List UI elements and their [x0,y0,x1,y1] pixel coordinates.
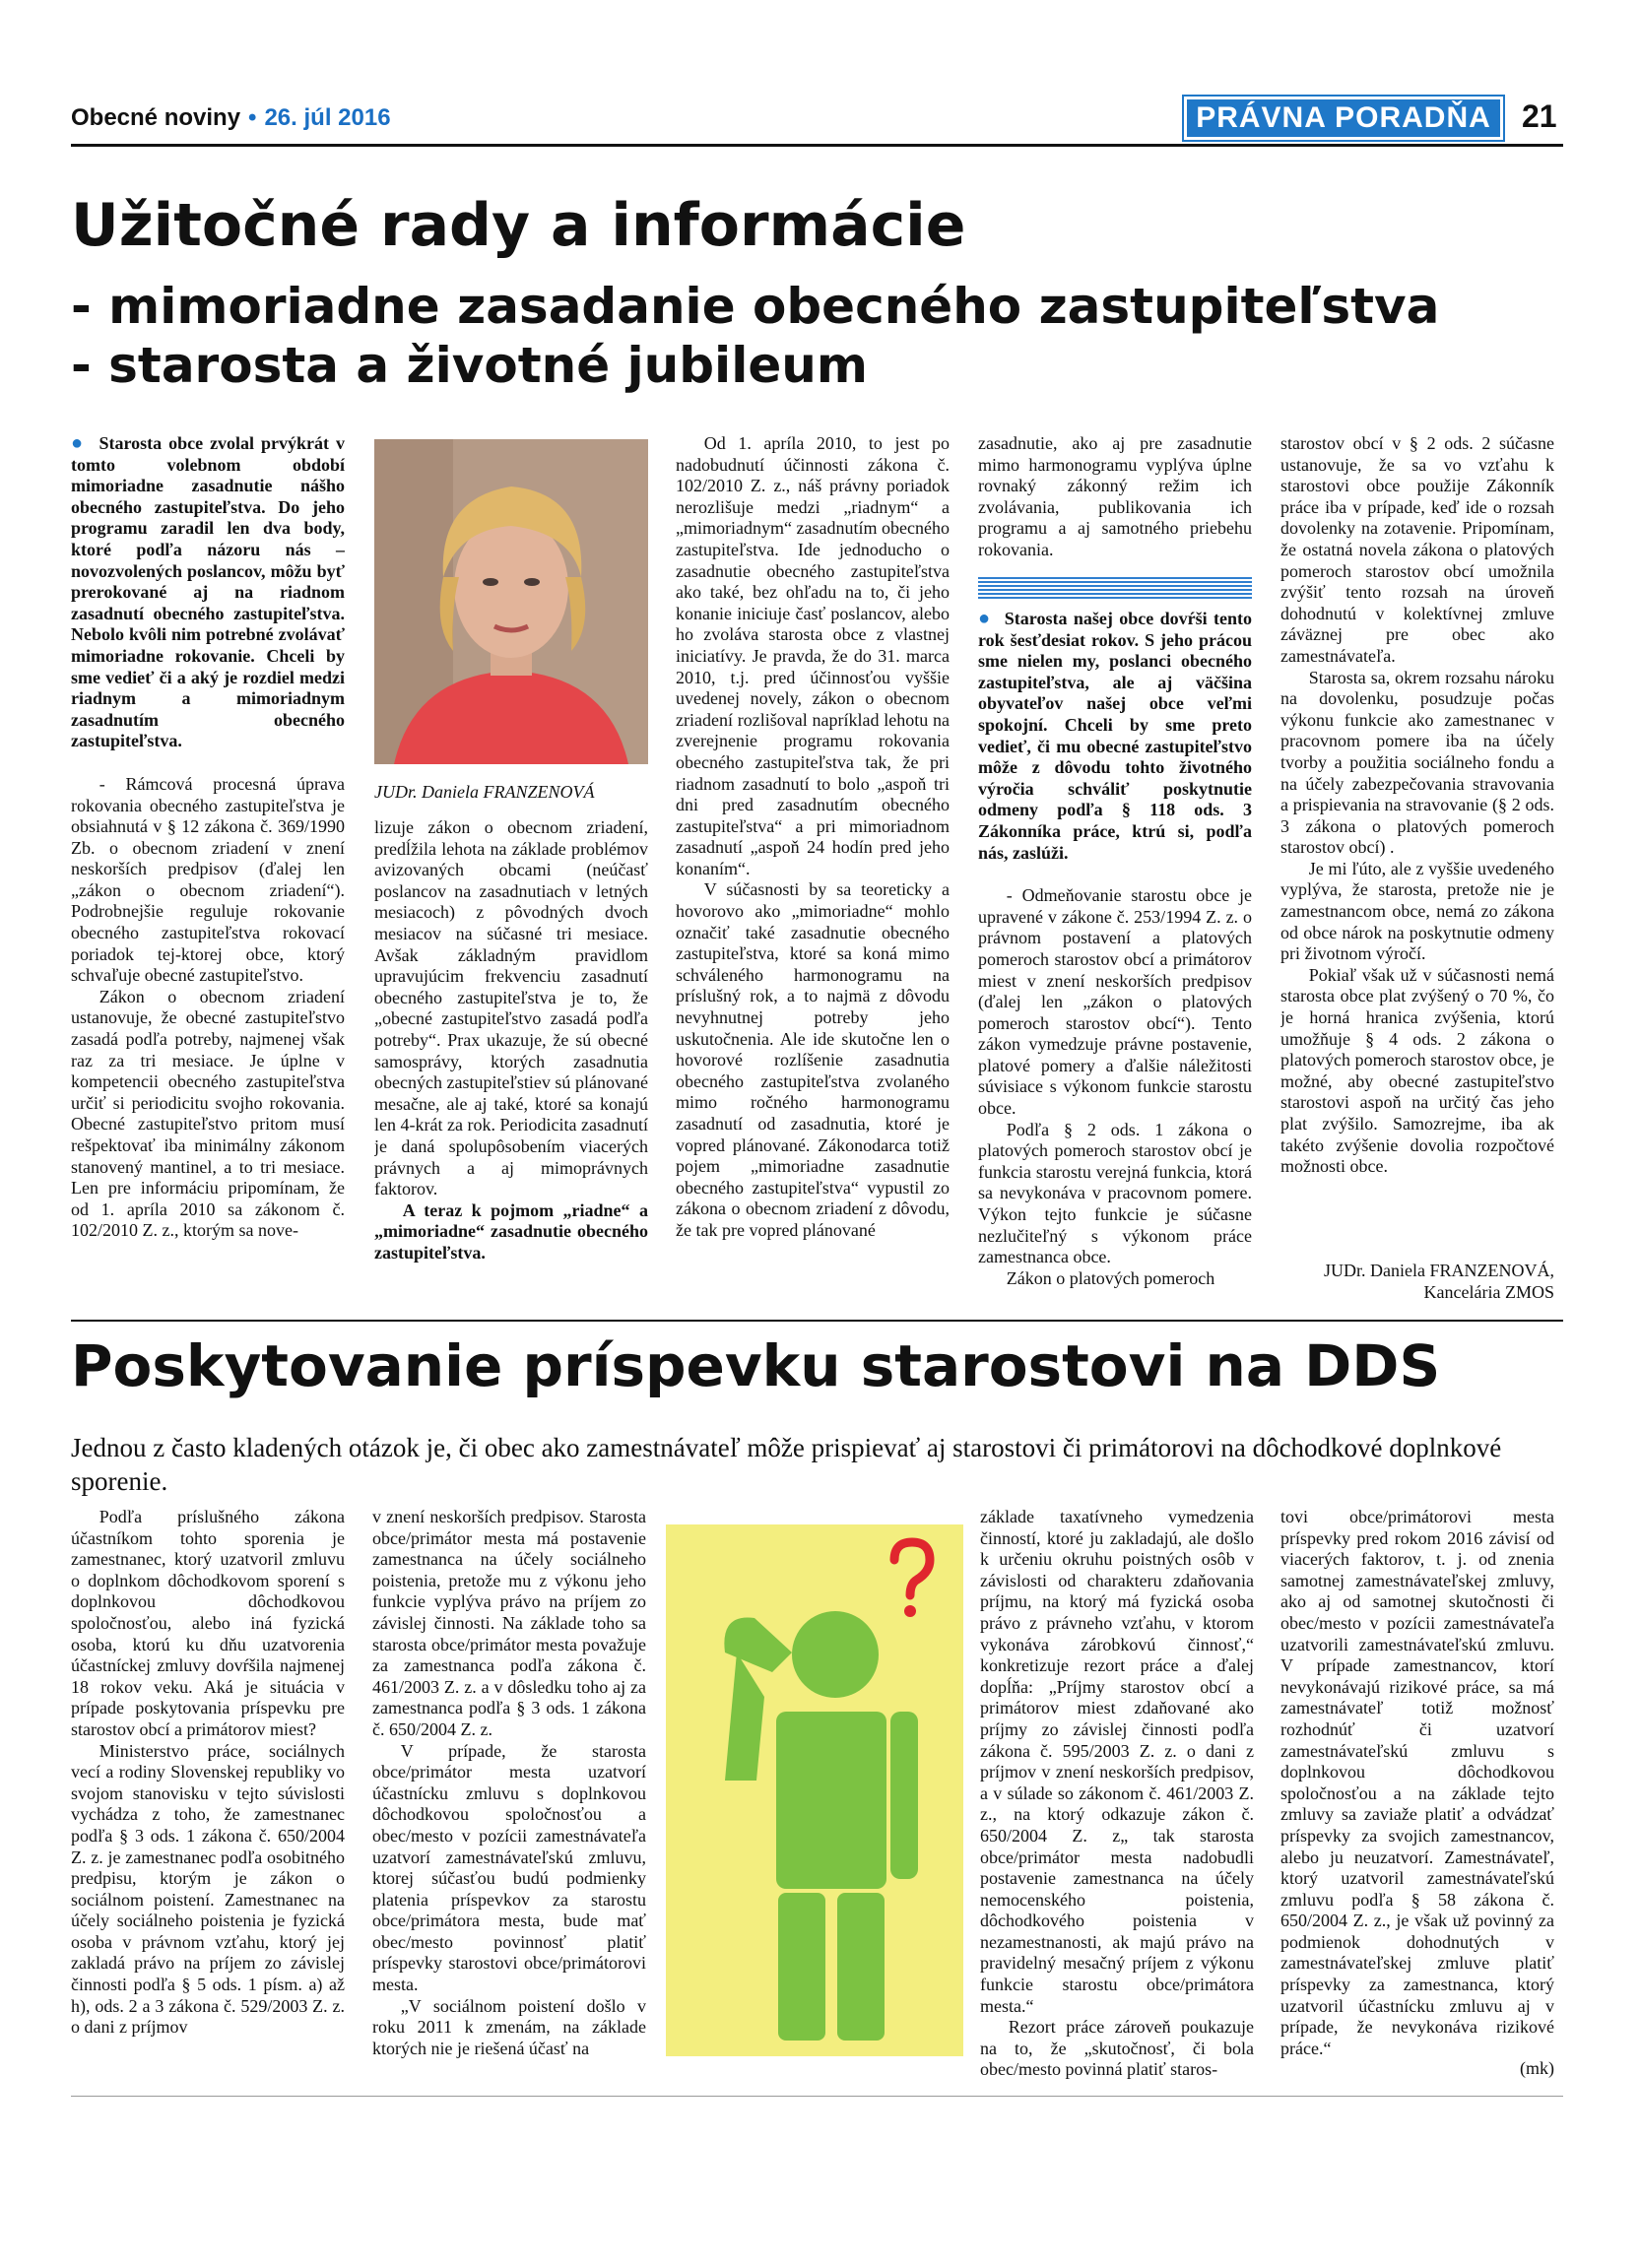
paragraph: starostov obcí v § 2 ods. 2 súčasne ustanovuje, že sa vo vzťahu k starostovi obce použije Zákonník práce iba v prípade, keď ide o rozsah dovolenky na zotavenie. Pripomínam, že ostatná novela zákona o platových pomeroch starostov obcí umožnila zvýšiť tento rozsah na úroveň dohodnutú v kolektívnej zmluve záväznej pre obec ako zamestnávateľa. [1280,433,1554,666]
page-number: 21 [1522,98,1557,134]
article2-column-3 [980,1507,1254,2088]
signature-name: JUDr. Daniela FRANZENOVÁ, [1324,1261,1554,1280]
paragraph: Rezort práce zároveň poukazuje na to, že „skutočnosť, či bola obec/mesto povinná platiť staros- [980,2017,1254,2080]
article1-column-2 [374,817,648,1300]
running-header [71,104,391,132]
paragraph: - Rámcová procesná úprava rokovania obecného zastupiteľstva je obsiahnutá v § 12 zákona č. 369/1990 Zb. o obecnom zriadení v znení neskorších predpisov (ďalej len „zákon o obecnom zriadení“). Podrobnejšie reguluje rokovanie obecného zastupiteľstva rokovací poriadok tej-ktorej obce, ktorý schvaľuje obecné zastupiteľstvo. [71,773,345,986]
paragraph: v znení neskorších predpisov. Starosta obce/primátor mesta má postavenie zamestnanca na účely sociálneho poistenia, pretože mu z výkonu jeho funkcie vyplýva právo na príjem zo závislej činnosti. Na základe toho sa starosta obce/primátor mesta považuje za zamestnanca podľa zákona č. 461/2003 Z. z. a v dôsledku toho aj za zamestnanca podľa § 3 ods. 1 zákona č. 650/2004 Z. z. [372,1507,646,1739]
thinking-illustration [666,1524,963,2056]
header-rule [71,144,1563,147]
author-photo [374,439,648,764]
paragraph: zasadnutie, ako aj pre zasadnutie mimo harmonogramu vyplýva úplne rovnaký zákonný režim ich zvolávania, publikovania ich programu a aj samotného priebehu rokovania. [978,433,1252,559]
subheading: A teraz k pojmom „riadne“ a „mimoriadne“ zasadnutie obecného zastupiteľstva. [374,1199,648,1263]
question-2: ● Starosta našej obce dovŕši tento rok šesťdesiat rokov. S jeho prácou sme nielen my, poslanci obecného zastupiteľstva, ale aj väčšina obyvateľov našej obce veľmi spokojní. Chceli by sme preto vedieť, či mu obecné zastupiteľstvo môže z dôvodu tohto životného výročia schváliť poskytnutie odmeny podľa § 118 ods. 3 Zákonníka práce, ktrú si, podľa nás, zaslúži. [978,609,1252,863]
paragraph: Podľa § 2 ods. 1 zákona o platových pomeroch starostov obcí je funkcia starostu verejná funkcia, ktorá sa nevykonáva v pracovnom pomere. Výkon tejto funkcie je súčasne nezlučiteľný s výkonom práce zamestnanca obce. [978,1119,1252,1267]
article1-subtitle-1: - mimoriadne zasadanie obecného zastupiteľstva [71,278,1440,335]
header-separator: • [248,104,257,131]
article1-column-3 [676,433,950,1300]
paragraph: Ministerstvo práce, sociálnych vecí a rodiny Slovenskej republiky vo svojom stanovisku v tejto súvislosti vychádza z toho, že zamestnanec podľa § 3 ods. 1 zákona č. 650/2004 Z. z. je zamestnanec podľa osobitného predpisu, ktorým je zákon o sociálnom poistení. Zamestnanec na účely sociálneho poistenia je fyzická osoba v právnom vzťahu, ktorý jej zakladá právo na príjem zo závislej činnosti podľa § 5 ods. 1 písm. a) až h), ods. 2 a 3 zákona č. 529/2003 Z. z. o dani z príjmov [71,1740,345,2038]
paragraph: Podľa príslušného zákona účastníkom tohto sporenia je zamestnanec, ktorý uzatvoril zmluvu o doplnkom dôchodkovom sporení s doplnkovou dôchodkovou spoločnosťou, alebo iná fyzická osoba, ktorú ku dňu uzatvorenia účastníckej zmluvy dovŕšila najmenej 18 rokov veku. Aká je situácia v prípade poskytovania príspevku pre starostov obcí a primátorov miest? [71,1507,345,1739]
divider-stripes [978,577,1252,599]
article-divider [71,1320,1563,1322]
bullet-icon: ● [71,433,86,454]
article2-column-2 [372,1507,646,2088]
bottom-rule [71,2096,1563,2097]
paragraph: Zákon o platových pomeroch [1006,1267,1215,1288]
issue-date: 26. júl 2016 [264,104,391,131]
paragraph: V prípade, že starosta obce/primátor mesta uzatvorí účastnícku zmluvu s doplnkovou dôchodkovou spoločnosťou a obec/mesto v pozícii zamestnávateľa uzatvorí zamestnávateľskú zmluvu, ktorej súčasťou budú podmienky platenia príspevkov za starostu obce/primátora mesta, bude mať obec/mesto povinnosť platiť príspevky starostovi obce/primátorovi mesta. [372,1740,646,1995]
author-signature [1241,1261,1554,1303]
bullet-icon: ● [978,609,992,629]
article1-column-4b [978,609,1252,1298]
article2-lead: Jednou z často kladených otázok je, či obec ako zamestnávateľ môže prispievať aj starostovi či primátorovi na dôchodkové doplnkové sporenie. [71,1433,1502,1496]
article1-subtitle-2: - starosta a životné jubileum [71,337,868,394]
paragraph: Od 1. apríla 2010, to jest po nadobudnutí účinnosti zákona č. 102/2010 Z. z., náš právny poriadok nerozlišuje medzi „riadnym“ a „mimoriadnym“ zasadnutím obecného zastupiteľstva. Ide jednoducho o zasadnutie obecného zastupiteľstva ako také, bez ohľadu na to, či jeho konanie iniciuje časť poslancov, alebo ho zvoláva starosta obce z vlastnej iniciatívy. Je pravda, že do 31. marca 2010, t.j. pred účinnosťou vyššie uvedenej novely, zákon o obecnom zriadení rozlišoval napríklad lehotu na zverejnenie programu rokovania obecného zastupiteľstva tak, že pri riadnom zasadnutí to bolo „aspoň tri dni pred zasadnutím obecného zastupiteľstva“ a pri mimoriadnom zasadnutí „aspoň 24 hodín pred jeho konaním“. [676,433,950,878]
article2-signature: (mk) [1520,2058,1554,2078]
article2-title: Poskytovanie príspevku starostovi na DDS [71,1332,1441,1399]
signature-org: Kancelária ZMOS [1423,1281,1554,1302]
paragraph: Zákon o obecnom zriadení ustanovuje, že obecné zastupiteľstvo zasadá podľa potreby, najmenej však raz za tri mesiace. Je úplne v kompetencii obecného zastupiteľstva určiť si periodicitu svojho rokovania. Obecné zastupiteľstvo pritom musí rešpektovať iba minimálny zákonom stanovený mantinel, a to tri mesiace. Len pre informáciu pripomínam, že od 1. apríla 2010 sa zákonom č. 102/2010 Z. z., ktorým sa nove- [71,986,345,1241]
article2-column-4 [1280,1507,1554,2058]
question-1: ● Starosta obce zvolal prvýkrát v tomto volebnom období mimoriadne zasadnutie nášho obecného zastupiteľstva. Do jeho programu zaradil len dva body, ktoré podľa názoru nás – novozvolených poslancov, môžu byť prerokované aj na riadnom zasadnutí obecného zastupiteľstva. Nebolo kvôli nim potrebné zvolávať mimoriadne rokovanie. Chceli by sme vedieť či a aký je rozdiel medzi riadnym a mimoriadnym zasadnutím obecného zastupiteľstva. [71,433,345,751]
thinking-person-icon [666,1524,963,2056]
paragraph: Je mi ľúto, ale z vyššie uvedeného vyplýva, že starosta, pretože nie je zamestnancom obce, nemá zo zákona od obce nárok na poskytnutie odmeny pri životnom výročí. [1280,858,1554,964]
author-portrait-icon [374,439,648,764]
paragraph: - Odmeňovanie starostu obce je upravené v zákone č. 253/1994 Z. z. o právnom postavení a platových pomeroch starostov obcí a primátorov miest v znení neskorších predpisov (ďalej len „zákon o platových pomeroch starostov obcí“). Tento zákon vymedzuje právne postavenie, platové pomery a ďalšie náležitosti súvisiace s výkonom funkcie starostu obce. [978,885,1252,1119]
paragraph: Starosta sa, okrem rozsahu nároku na dovolenku, posudzuje počas výkonu funkcie ako zamestnanec v pracovnom pomere iba na účely tvorby a použitia sociálneho fondu a na účely zabezpečovania stravovania a prispievania na stravovanie (§ 2 ods. 3 zákona o platových pomeroch starostov obcí) . [1280,667,1554,858]
newspaper-name: Obecné noviny [71,104,241,131]
paragraph: základe taxatívneho vymedzenia činností, ktoré ju zakladajú, ale došlo k určeniu okruhu poistných osôb v závislosti od charakteru zdaňovania príjmu, na ktorý má fyzická osoba právo z právneho vzťahu, v ktorom vykonáva zárobkovú činnosť,“ konkretizuje rezort práce a ďalej dopĺňa: „Príjmy starostov obcí a primátorov miest zdaňované ako príjmy zo závislej činnosti podľa zákona č. 595/2003 Z. z. o dani z príjmov v znení neskorších predpisov, a v súlade so zákonom č. 461/2003 Z. z., na ktorý odkazuje zákon č. 650/2004 Z. z„ tak starosta obce/primátor mesta nadobudli postavenie zamestnanca na účely nemocenského poistenia, dôchodkového poistenia v nezamestnanosti, ak majú právo na pravidelný mesačný príjem z výkonu funkcie starostu obce/primátora mesta.“ [980,1507,1254,2016]
photo-caption: JUDr. Daniela FRANZENOVÁ [374,782,595,802]
paragraph: „V sociálnom poistení došlo v roku 2011 k zmenám, na základe ktorých nie je riešená účasť na [372,1995,646,2058]
paragraph: Pokiaľ však už v súčasnosti nemá starosta obce plat zvýšený o 70 %, čo je horná hranica zvýšenia, ktorú umožňuje § 4 ods. 2 zákona o platových pomeroch starostov obce, je možné, aby obecné zastupiteľstvo starostovi aspoň na určitý čas jeho plat zvýšilo. Samozrejme, iba ak takéto zvýšenie dovolia rozpočtové možnosti obce. [1280,964,1554,1177]
article1-column-5 [1280,433,1554,1241]
article1-column-1 [71,433,345,1300]
paragraph: lizuje zákon o obecnom zriadení, predĺžila lehota na základe problémov avizovaných obcami (neúčasť poslancov na zasadnutiach v letných mesiacoch) z pôvodných dvoch mesiacov na súčasné tri mesiace. Avšak základným pravidlom upravujúcim frekvenciu zasadnutí obecného zastupiteľstva je to, že „obecné zastupiteľstvo zasadá podľa potreby“. Prax ukazuje, že sú obecné samosprávy, ktorých zasadnutia obecných zastupiteľstiev sú plánované mesačne, ale aj také, ktoré sa konajú len 4-krát za rok. Periodicita zasadnutí je daná spolupôsobením viacerých právnych a aj mimoprávnych faktorov. [374,817,648,1199]
article2-column-1 [71,1507,345,2088]
paragraph: V súčasnosti by sa teoreticky a hovorovo ako „mimoriadne“ mohlo označiť také zasadnutie obecného zastupiteľstva, ktoré sa koná mimo schváleného harmonogramu na príslušný rok, a to najmä z dôvodu nevyhnutnej potreby jeho uskutočnenia. Ale ide skutočne len o hovorové rozlíšenie zasadnutia obecného zastupiteľstva zvolaného mimo ročného harmonogramu zasadnutí od zasadnutia, ktoré je vopred plánované. Zákonodarca totiž pojem „mimoriadne zasadnutie obecného zastupiteľstva“ vypustil zo zákona o obecnom zriadení z dôvodu, že tak pre vopred plánované [676,879,950,1240]
paragraph: tovi obce/primátorovi mesta príspevky pred rokom 2016 závisí od viacerých faktorov, t. j. od znenia samotnej zamestnávateľskej zmluvy, ako aj od samotnej skutočnosti či obec/mesto v pozícii zamestnávateľa uzatvorili zamestnávateľskú zmluvu. V prípade zamestnancov, ktorí nevykonávajú rizikové práce, sa má zamestnávateľ totiž možnosť rozhodnúť či uzatvorí zamestnávateľskú zmluvu s doplnkovou dôchodkovou spoločnosťou a na základe tejto zmluvy sa zaviaže platiť a odvádzať príspevky za svojich zamestnancov, alebo ju neuzatvorí. Zamestnávateľ, ktorý uzatvoril zamestnávateľskú zmluvu podľa § 58 zákona č. 650/2004 Z. z., je však už povinný za podmienok dohodnutých v zamestnávateľskej zmluve platiť príspevky za zamestnanca, ktorý uzatvoril účastnícku zmluvu aj v prípade, že nevykonáva rizikové práce.“ [1280,1507,1554,2058]
article1-column-4a [978,433,1252,579]
section-label: PRÁVNA PORADŇA [1182,95,1505,142]
article1-title: Užitočné rady a informácie [71,191,966,260]
